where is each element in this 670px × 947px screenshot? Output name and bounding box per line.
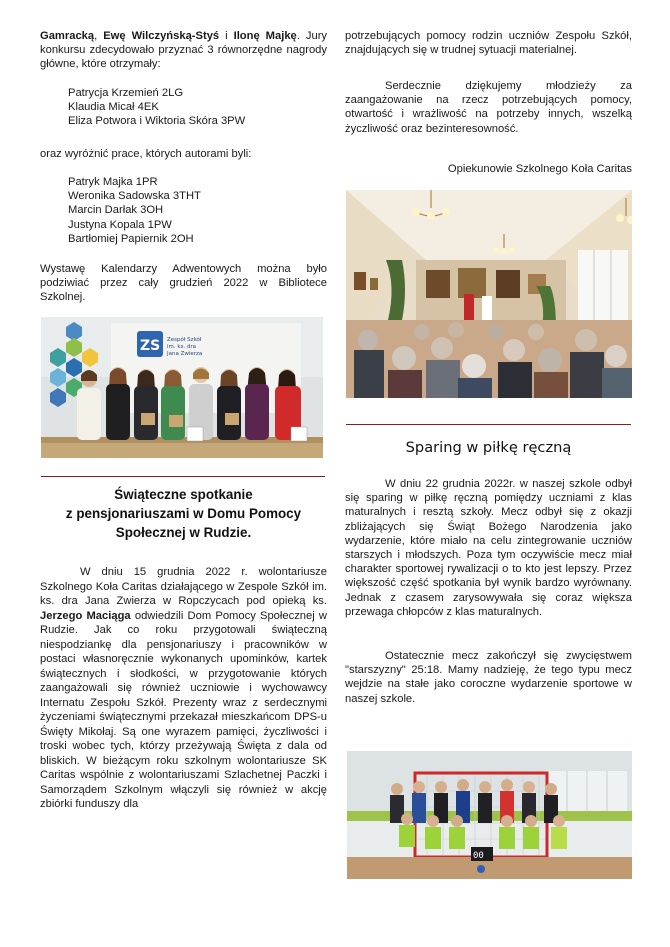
exhibition-paragraph: Wystawę Kalendarzy Adwentowych można było podziwiać przez cały grudzień 2022 w Bibliotece Szkolnej. xyxy=(40,263,327,304)
list-item: Patryk Majka 1PR xyxy=(68,176,158,188)
distinctions-intro: oraz wyróżnić prace, których autorami byli: xyxy=(40,148,252,160)
dps-article-paragraph: W dniu 15 grudnia 2022 r. wolontariusze Szkolnego Koła Caritas działającego w Zespole Szkół im. ks. dra Jana Zwierza w Ropczycach pod opieką ks. Jerzego Maciąga odwiedzili Dom Pomocy Społecznej w Rudzie. Jak co roku przygotowali świąteczną niespodziankę dla pensjonariuszy i pracowników w postaci własnoręcznie wykonanych upominków, kartek świątecznych i słodkości, w przygotowanie których zaangażowali się również uczniowie i wychowawcy Internatu Zespołu Szkół. Prezenty wraz z serdecznymi życzeniami świątecznymi przekazał mieszkańcom DPS-u Święty Mikołaj. Są one wyrazem pamięci, życzliwości i troski wobec tych, którzy przeżywają Święta z dala od bliskich. W bieżącym roku szkolnym wolontariusze SK Caritas wspólnie z wolontariuszami Szlachetnej Paczki i Samorządem Szkolnym włączyli się również w akcję zbiórki funduszy dla xyxy=(40,566,327,810)
list-item: Klaudia Micał 4EK xyxy=(68,101,159,114)
list-item: Patrycja Krzemień 2LG xyxy=(68,87,184,99)
list-item: Justyna Kopala 1PW xyxy=(68,218,172,231)
person-name: Ilonę Majkę xyxy=(233,30,297,42)
svg-text:Jana Zwierza: Jana Zwierza xyxy=(167,351,203,357)
handball-paragraph: W dniu 22 grudnia 2022r. w naszej szkole odbył się sparing w piłkę ręczną pomiędzy uczniami z klas maturalnych i resztą szkoły. Mecz odbył się z okazji zbliżających się Świąt Bożego Narodzenia jako wydarzenie, które miało na celu zintegrowanie uczniów starszych i młodszych. Poza tym oczywiście mecz miał charakter sportowej rywalizacji o to kto jest lepszy. Przez większość część spotkania był wynik bardzo wyrównany. Jednak z czasem zarysowywała się coraz większa przewaga chłopców z klas maturalnych. xyxy=(345,478,632,618)
list-item: Weronika Sadowska 3THT xyxy=(68,190,201,203)
person-name: Ewę Wilczyńską-Styś xyxy=(103,30,220,42)
person-name: Gamracką xyxy=(40,30,95,42)
article-title: Świąteczne spotkanie z pensjonariuszami w Domu Pomocy Społecznej w Rudzie. xyxy=(65,487,302,540)
section-title: Sparing w piłkę ręczną xyxy=(405,439,572,456)
handball-result-paragraph: Ostatecznie mecz zakończył się zwycięstwem "starszyzny" 25:18. Mamy nadzieję, że tego typu mecz wejdzie na stałe jako coroczne wydarzenie sportowe w naszej szkole. xyxy=(345,650,632,705)
distinction-list xyxy=(40,175,201,246)
jury-paragraph: Gamracką, Ewę Wilczyńską-Styś i Ilonę Majkę. Jury konkursu zdecydowało przyznać 3 równorzędne nagrody główne, które otrzymały: xyxy=(40,30,328,71)
school-logo-text: ZS xyxy=(140,338,161,354)
nursing-home-meeting-photo xyxy=(346,190,632,398)
students-award-photo xyxy=(41,317,323,458)
main-prize-list xyxy=(40,86,245,129)
section-divider xyxy=(41,476,325,477)
list-item: Bartłomiej Papiernik 2OH xyxy=(68,232,194,245)
section-divider xyxy=(346,424,631,425)
svg-text:im. ks. dra: im. ks. dra xyxy=(167,344,197,350)
signature: Opiekunowie Szkolnego Koła Caritas xyxy=(447,163,632,175)
thanks-paragraph: Serdecznie dziękujemy młodzieży za zaangażowanie na rzecz potrzebujących pomocy, otwartość i wrażliwość na potrzeby innych, wszelką życzliwość oraz bezinteresowność. xyxy=(345,80,632,135)
svg-text:Zespół Szkół: Zespół Szkół xyxy=(167,337,202,343)
list-item: Marcin Darłak 3OH xyxy=(68,204,164,217)
handball-team-photo xyxy=(347,751,632,879)
scoreboard-text: 00 xyxy=(473,851,484,861)
continuation-paragraph: potrzebujących pomocy rodzin uczniów Zespołu Szkół, znajdujących się w trudnej sytuacji materialnej. xyxy=(345,30,632,57)
list-item: Eliza Potwora i Wiktoria Skóra 3PW xyxy=(68,115,246,128)
